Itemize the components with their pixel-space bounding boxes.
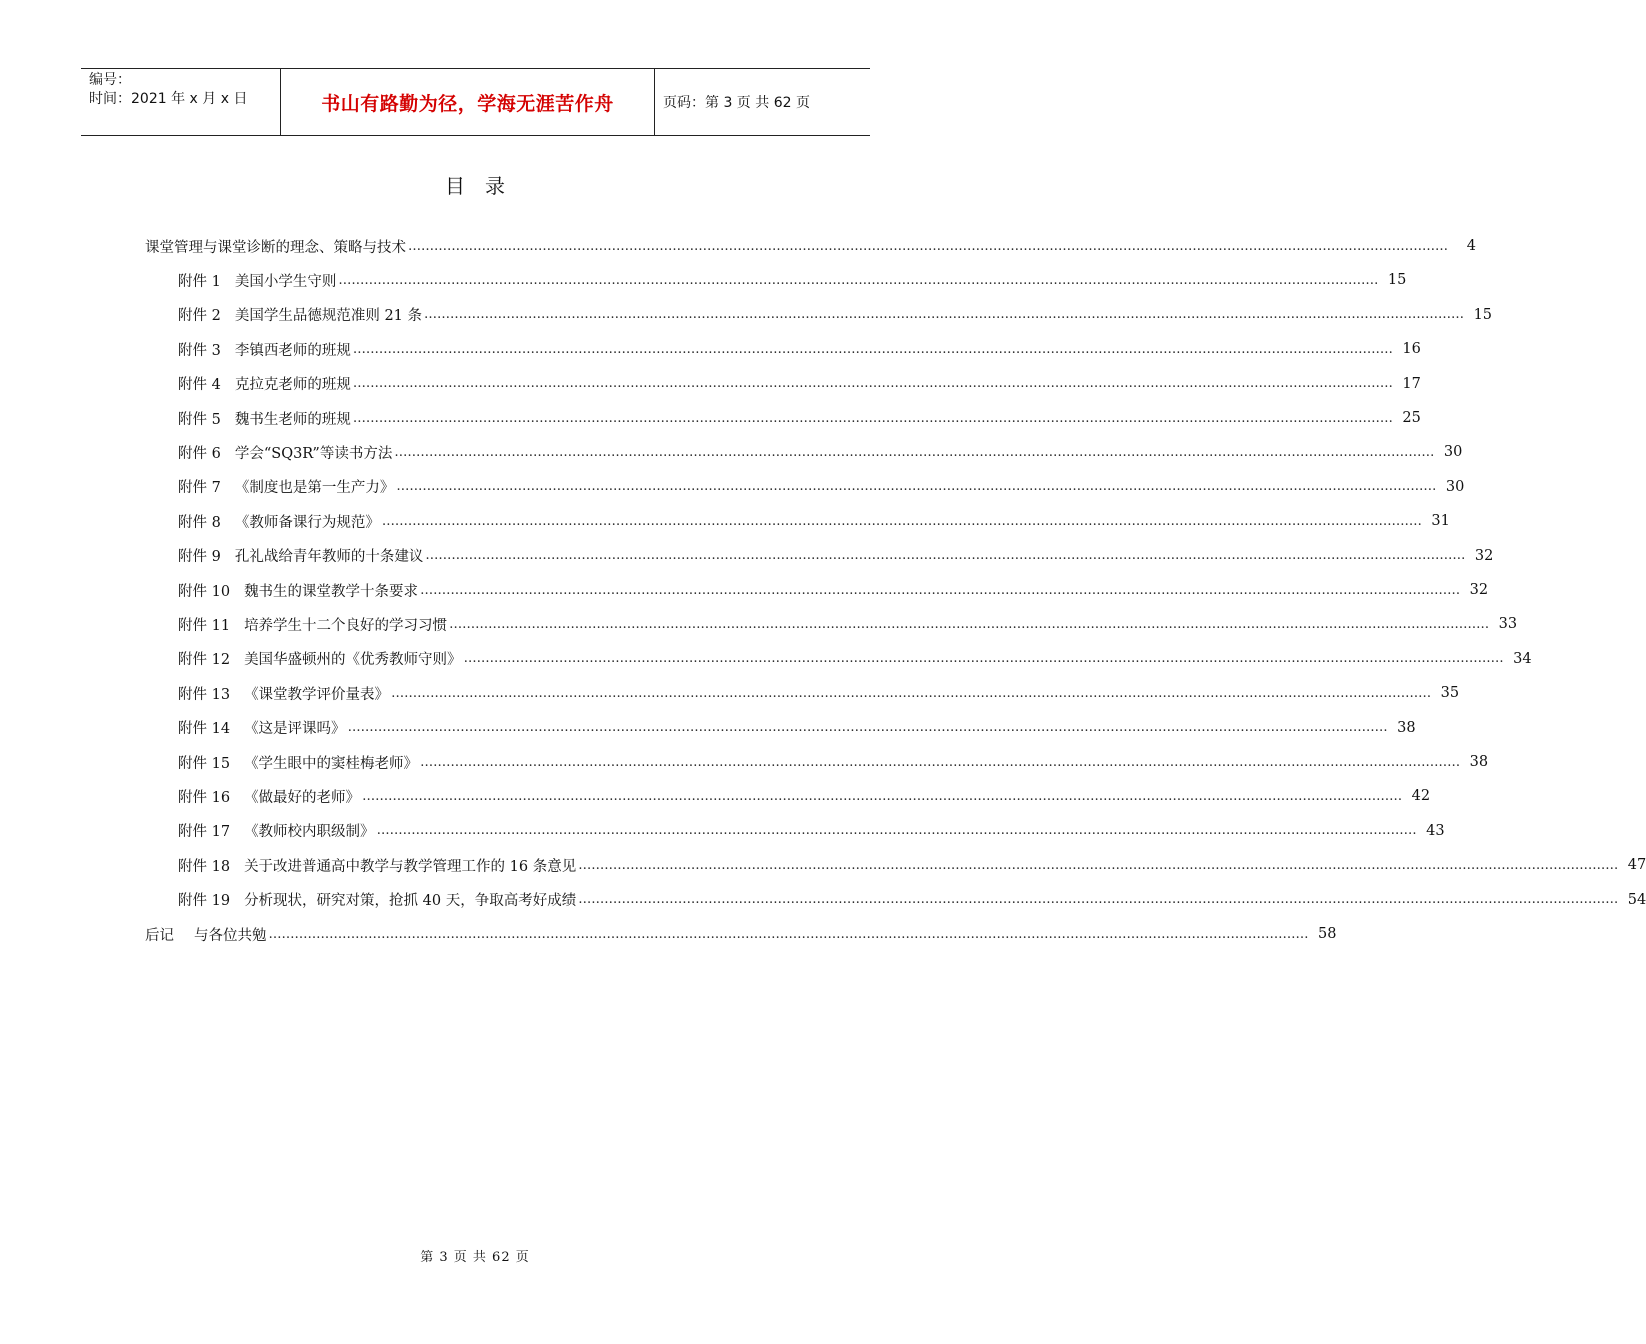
toc-entry-prefix: 附件 13 <box>178 686 231 703</box>
toc-entry-label <box>178 373 351 394</box>
toc-entry-prefix: 附件 16 <box>178 789 231 806</box>
page-title: 目录 <box>445 174 525 198</box>
toc-entry-label <box>178 855 576 876</box>
toc-entry <box>178 337 1421 361</box>
toc-entry-page: 47 <box>1627 857 1646 874</box>
toc-entry <box>178 440 1463 464</box>
toc-entry <box>178 544 1494 568</box>
toc-entry-title: 孔礼战给青年教师的十条建议 <box>234 549 424 566</box>
toc-entry-page: 54 <box>1627 891 1646 908</box>
toc-entry <box>178 681 1460 705</box>
toc-entry-prefix: 后记 <box>145 927 174 944</box>
toc-entry-page: 32 <box>1469 582 1489 598</box>
toc-entry-prefix: 附件 1 <box>178 273 221 290</box>
toc-entry-page: 17 <box>1402 375 1421 392</box>
number-label: 编号： <box>89 72 131 88</box>
toc-leader-dots: …………………………………………………………………………………………………………………………………………………………………………………………………………………… <box>408 238 1448 254</box>
toc-entry-title: 《学生眼中的窦桂梅老师》 <box>244 755 419 772</box>
toc-entry-title: 美国小学生守则 <box>234 273 337 290</box>
toc-entry-prefix: 附件 14 <box>178 721 231 738</box>
toc-leader-dots: …………………………………………………………………………………………………………………………………………………………………………………………………………………… <box>578 892 1619 908</box>
toc-entry <box>178 509 1450 533</box>
toc-entry-page: 25 <box>1402 410 1421 426</box>
toc-entry-title: 《课堂教学评价量表》 <box>244 686 390 703</box>
toc-leader-dots: …………………………………………………………………………………………………………………………………………………………………………………………………………………… <box>424 307 1465 323</box>
toc-entry-label <box>178 304 422 325</box>
toc-leader-dots: …………………………………………………………………………………………………………………………………………………………………………………………………………………… <box>396 479 1437 495</box>
toc-entry-page: 38 <box>1397 719 1416 736</box>
toc-leader-dots: …………………………………………………………………………………………………………………………………………………………………………………………………………………… <box>578 857 1619 873</box>
toc-entry-label <box>178 786 360 807</box>
toc-entry <box>178 716 1416 740</box>
header-table <box>81 68 870 136</box>
toc-leader-dots: …………………………………………………………………………………………………………………………………………………………………………………………………………………… <box>425 548 1466 564</box>
toc-entry-label <box>178 683 389 704</box>
toc-entry <box>145 234 1476 258</box>
toc-entry-label <box>178 717 346 738</box>
toc-entry-page: 42 <box>1411 788 1431 805</box>
toc-entry-label <box>178 270 336 291</box>
header-motto: 书山有路勤为径，学海无涯苦作舟 <box>281 69 655 135</box>
toc-entry-prefix: 附件 17 <box>178 824 231 841</box>
toc-entry-page: 38 <box>1469 754 1489 770</box>
toc-entry-title: 魏书生的课堂教学十条要求 <box>244 583 419 600</box>
toc-entry <box>178 406 1421 430</box>
toc-leader-dots: …………………………………………………………………………………………………………………………………………………………………………………………………………………… <box>376 823 1417 839</box>
toc-entry <box>145 922 1337 946</box>
toc-entry-title: 美国华盛顿州的《优秀教师守则》 <box>244 652 462 669</box>
toc-entry-title: 《制度也是第一生产力》 <box>234 480 395 497</box>
toc-entry-label <box>178 339 351 360</box>
toc-entry-label <box>178 580 418 601</box>
toc-entry-title: 培养学生十二个良好的学习习惯 <box>244 617 448 634</box>
toc-leader-dots: …………………………………………………………………………………………………………………………………………………………………………………………………………………… <box>347 720 1388 736</box>
toc-entry-prefix: 附件 10 <box>178 583 231 600</box>
toc-entry <box>178 784 1431 808</box>
toc-entry-prefix: 附件 18 <box>178 858 231 875</box>
toc-entry-label <box>178 752 418 773</box>
time-label: 时间：2021 年 x 月 x 日 <box>89 91 248 107</box>
toc-entry-prefix: 附件 7 <box>178 480 221 497</box>
toc-entry <box>178 268 1407 292</box>
toc-entry-label <box>178 648 462 669</box>
toc-leader-dots: …………………………………………………………………………………………………………………………………………………………………………………………………………………… <box>338 272 1379 288</box>
toc-entry <box>178 578 1489 602</box>
toc-entry-label <box>178 408 351 429</box>
toc-entry-prefix: 附件 5 <box>178 411 221 428</box>
toc-entry <box>178 888 1646 912</box>
toc-entry-page: 34 <box>1513 650 1532 667</box>
toc-entry <box>178 647 1532 671</box>
toc-entry-title: 魏书生老师的班规 <box>234 411 351 428</box>
header-left-cell <box>81 69 281 135</box>
toc-entry-title: 《这是评课吗》 <box>244 721 346 738</box>
toc-entry-title: 《教师备课行为规范》 <box>234 514 380 531</box>
toc-entry-page: 32 <box>1474 547 1494 564</box>
toc-entry-page: 58 <box>1318 926 1337 942</box>
toc-entry-page: 33 <box>1498 616 1518 633</box>
toc-entry-page: 35 <box>1440 685 1460 702</box>
toc-leader-dots: …………………………………………………………………………………………………………………………………………………………………………………………………………………… <box>463 651 1504 667</box>
toc-entry-page: 15 <box>1387 272 1407 289</box>
toc-leader-dots: …………………………………………………………………………………………………………………………………………………………………………………………………………………… <box>381 513 1422 529</box>
toc-entry-prefix: 附件 3 <box>178 342 221 359</box>
toc-entry-label <box>145 924 267 945</box>
toc-entry-label <box>178 442 392 463</box>
toc-entry <box>178 475 1465 499</box>
toc-entry-prefix: 附件 15 <box>178 755 231 772</box>
toc-entry <box>178 819 1445 843</box>
toc-entry-label <box>178 614 447 635</box>
toc-entry-title: 分析现状，研究对策，抢抓 40 天，争取高考好成绩 <box>244 893 577 910</box>
toc-entry-page: 4 <box>1466 238 1476 254</box>
toc-entry-page: 43 <box>1426 822 1445 839</box>
page-footer: 第 3 页 共 62 页 <box>420 1250 530 1265</box>
toc-leader-dots: …………………………………………………………………………………………………………………………………………………………………………………………………………………… <box>394 444 1435 460</box>
toc-leader-dots: …………………………………………………………………………………………………………………………………………………………………………………………………………………… <box>352 341 1393 357</box>
toc-entry-prefix: 附件 8 <box>178 514 221 531</box>
toc-entry-label <box>178 820 375 841</box>
toc-entry <box>178 750 1489 774</box>
toc-entry-page: 15 <box>1473 306 1493 323</box>
header-page-info: 页码：第 3 页 共 62 页 <box>663 95 810 111</box>
toc-entry <box>178 853 1646 877</box>
toc-entry-title: 关于改进普通高中教学与教学管理工作的 16 条意见 <box>244 858 577 875</box>
toc-entry <box>178 303 1493 327</box>
toc-entry-title: 《做最好的老师》 <box>244 789 361 806</box>
toc-entry-page: 30 <box>1443 444 1463 461</box>
toc-entry-prefix: 附件 19 <box>178 893 231 910</box>
toc-leader-dots: …………………………………………………………………………………………………………………………………………………………………………………………………………………… <box>391 685 1432 701</box>
toc-entry-title: 美国学生品德规范准则 21 条 <box>234 308 423 325</box>
toc-leader-dots: …………………………………………………………………………………………………………………………………………………………………………………………………………………… <box>362 788 1403 804</box>
toc-entry-label <box>178 511 380 532</box>
toc-entry <box>178 612 1518 636</box>
toc-entry-label <box>178 545 423 566</box>
toc-entry-title: 《教师校内职级制》 <box>244 824 375 841</box>
toc-leader-dots: …………………………………………………………………………………………………………………………………………………………………………………………………………………… <box>420 754 1461 770</box>
toc-entry-label <box>145 236 406 257</box>
toc-entry-prefix: 附件 2 <box>178 308 221 325</box>
toc-entry-page: 30 <box>1445 478 1465 495</box>
toc-entry-page: 31 <box>1431 513 1450 530</box>
toc-entry-page: 16 <box>1402 341 1421 358</box>
toc-entry-prefix: 附件 11 <box>178 617 231 634</box>
toc-entry-title: 克拉克老师的班规 <box>234 377 351 394</box>
toc-entry-label <box>178 476 394 497</box>
toc-entry-title: 与各位共勉 <box>194 927 267 944</box>
toc-entry-title: 课堂管理与课堂诊断的理念、策略与技术 <box>145 239 406 256</box>
toc-entry-prefix: 附件 4 <box>178 377 221 394</box>
toc-leader-dots: …………………………………………………………………………………………………………………………………………………………………………………………………………………… <box>352 410 1393 426</box>
toc-entry-title: 学会“SQ3R”等读书方法 <box>234 445 393 462</box>
toc-entry-prefix: 附件 6 <box>178 445 221 462</box>
toc-entry-label <box>178 889 576 910</box>
toc-entry-prefix: 附件 9 <box>178 549 221 566</box>
toc-leader-dots: …………………………………………………………………………………………………………………………………………………………………………………………………………………… <box>352 376 1393 392</box>
toc-leader-dots: …………………………………………………………………………………………………………………………………………………………………………………………………………………… <box>420 582 1461 598</box>
toc-leader-dots: …………………………………………………………………………………………………………………………………………………………………………………………………………………… <box>449 616 1490 632</box>
toc-entry-prefix: 附件 12 <box>178 652 231 669</box>
toc-entry-title: 李镇西老师的班规 <box>234 342 351 359</box>
toc-leader-dots: …………………………………………………………………………………………………………………………………………………………………………………………………………………… <box>268 926 1309 942</box>
toc-entry <box>178 372 1421 396</box>
